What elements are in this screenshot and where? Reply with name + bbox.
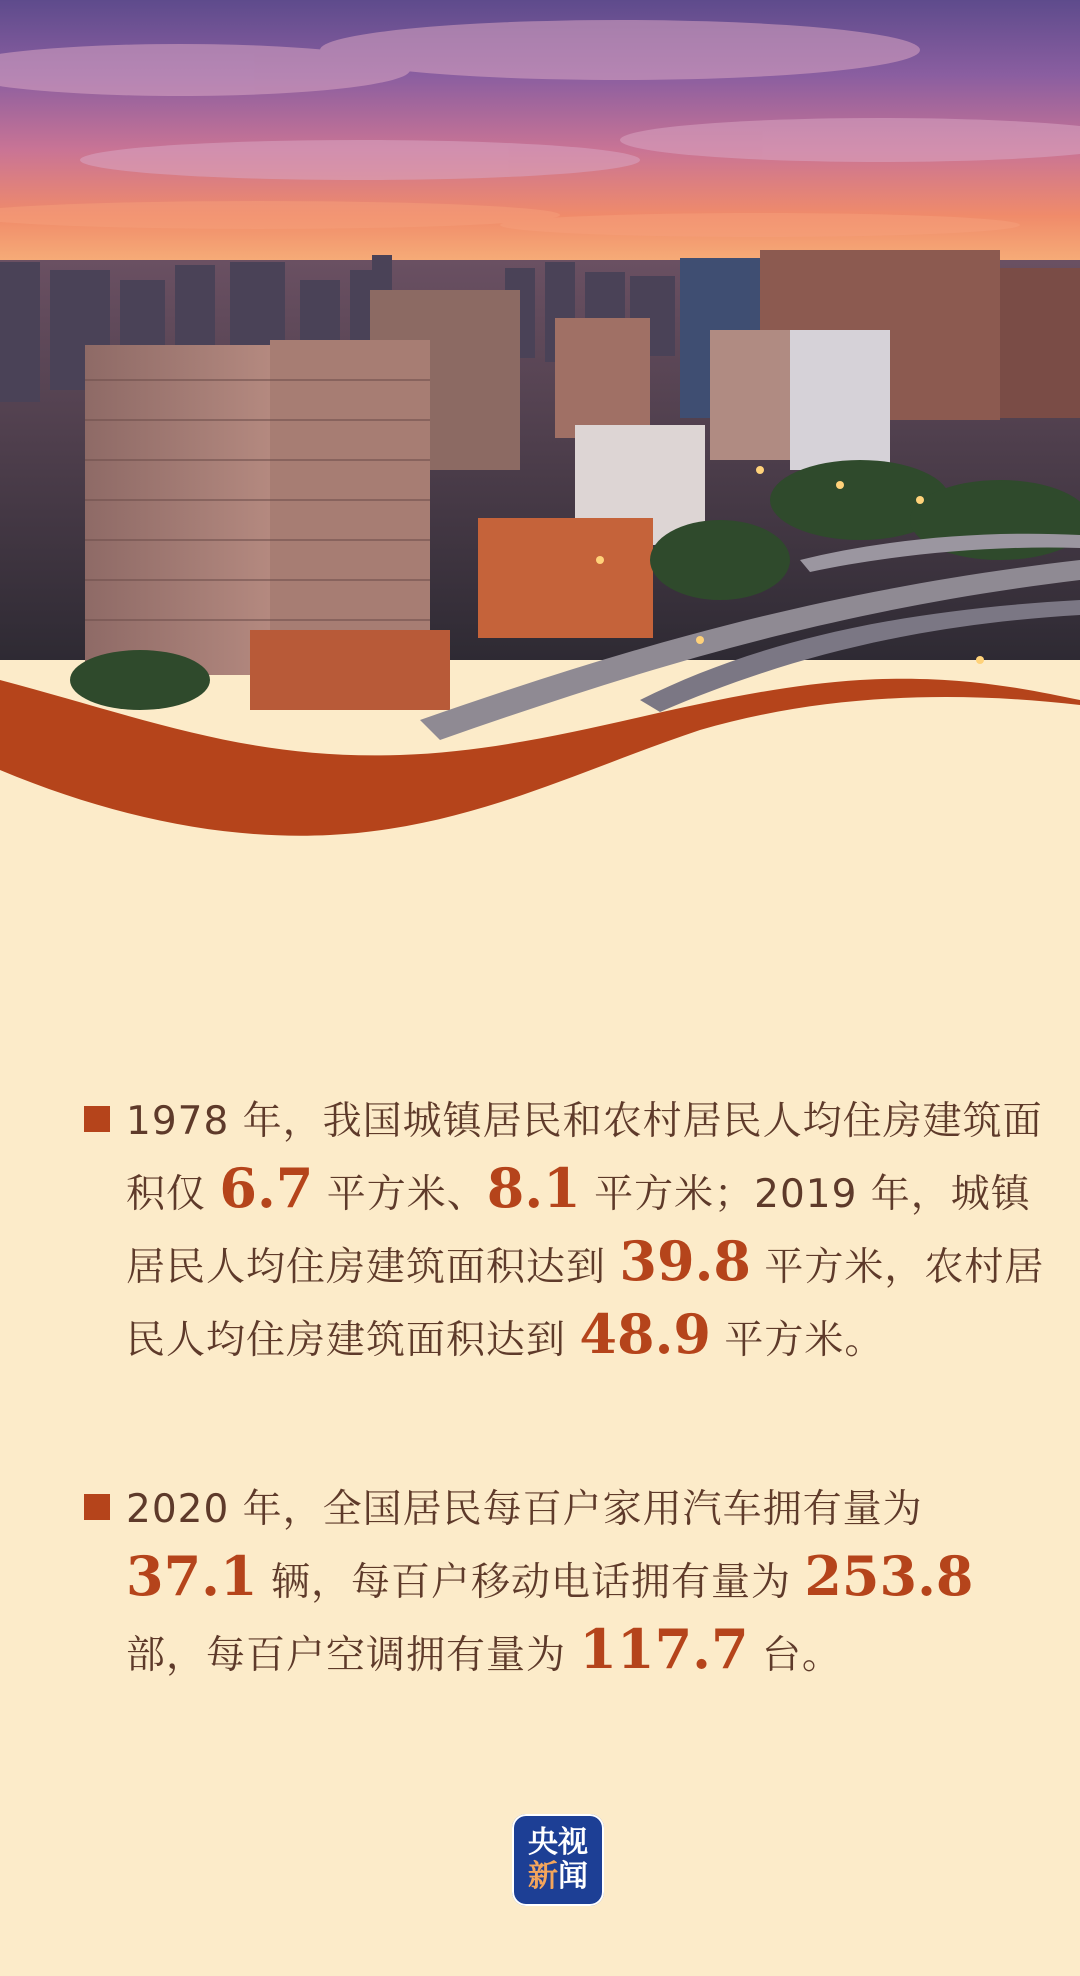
logo-line-2 (528, 1860, 588, 1894)
section1-text-4: 平方米，农村居民人均住房建筑面积达到 (126, 1245, 1045, 1363)
section1-figure-1: 6.7 (219, 1156, 314, 1220)
section1-figure-4: 48.9 (579, 1302, 711, 1366)
city-skyline-photo (0, 0, 1080, 840)
section1-figure-2: 8.1 (486, 1156, 581, 1220)
section1-text-2: 平方米、 (326, 1172, 487, 1217)
section2-figure-2: 253.8 (804, 1544, 974, 1608)
section2-figure-3: 117.7 (579, 1617, 749, 1681)
section2-figure-1: 37.1 (126, 1544, 258, 1608)
section2-text-3: 部，每百户空调拥有量为 (126, 1633, 567, 1678)
section2-bullet (84, 1494, 110, 1520)
logo-line-1: 央视 (528, 1825, 588, 1860)
logo-line-2-b: 闻 (558, 1859, 588, 1894)
section2-paragraph (126, 1476, 1046, 1689)
logo-line-2-a: 新 (528, 1859, 558, 1894)
section2-text-1: 2020 年，全国居民每百户家用汽车拥有量为 (126, 1487, 923, 1532)
section1-text-1: 1978 年，我国城镇居民和农村居民人均住房建筑面积仅 (126, 1099, 1043, 1217)
section1-text-5: 平方米。 (724, 1318, 885, 1363)
section1-figure-3: 39.8 (619, 1229, 751, 1293)
section2-text-4: 台。 (761, 1633, 842, 1678)
section1-paragraph (126, 1088, 1046, 1374)
cctv-news-logo (512, 1814, 604, 1906)
section1-text-3: 平方米；2019 年，城镇居民人均住房建筑面积达到 (126, 1172, 1031, 1290)
section2-text-2: 辆，每百户移动电话拥有量为 (270, 1560, 791, 1605)
section1-bullet (84, 1106, 110, 1132)
